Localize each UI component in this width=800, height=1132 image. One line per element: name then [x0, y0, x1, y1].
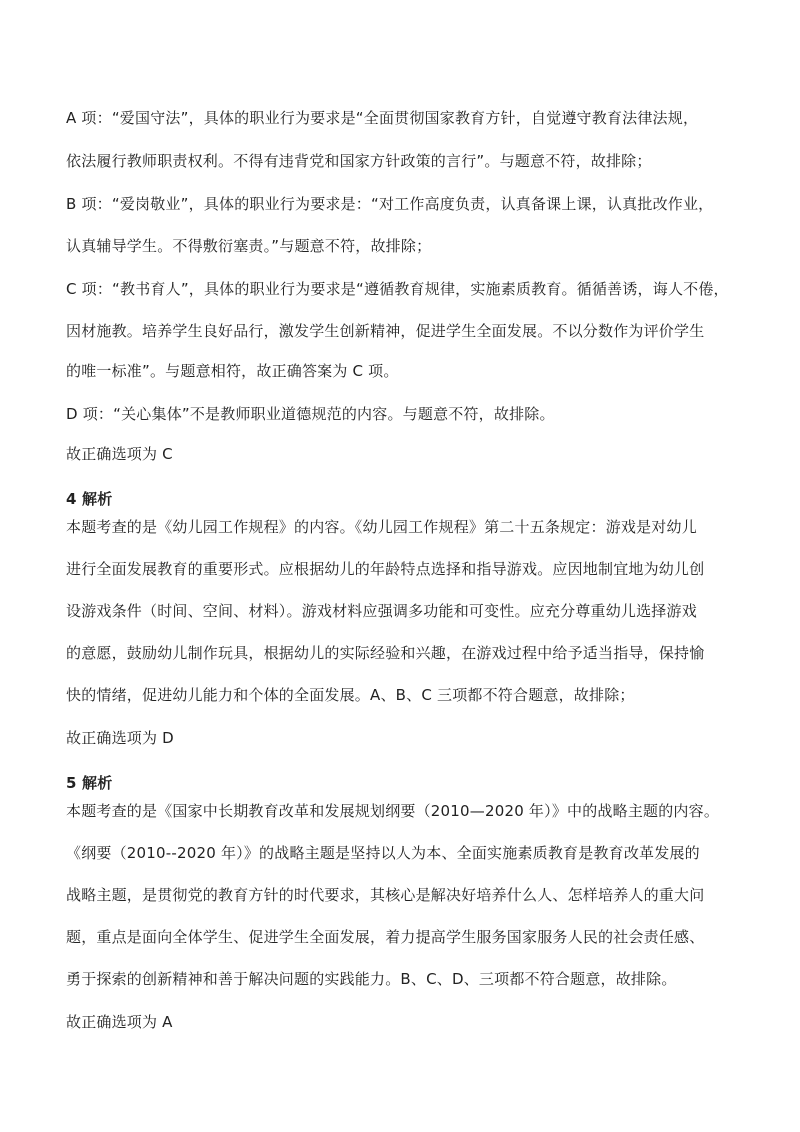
paragraph-line: 战略主题，是贯彻党的教育方针的时代要求，其核心是解决好培养什么人、怎样培养人的重大问: [66, 886, 705, 904]
paragraph-line: B 项：“爱岗敬业”，具体的职业行为要求是：“对工作高度负责，认真备课上课，认真批改作业，: [66, 195, 714, 213]
paragraph-line: 因材施教。培养学生良好品行，激发学生创新精神，促进学生全面发展。不以分数作为评价学生: [66, 322, 705, 340]
paragraph-line: 的唯一标准”。与题意相符，故正确答案为 C 项。: [66, 362, 399, 380]
paragraph-line: 勇于探索的创新精神和善于解决问题的实践能力。B、C、D、三项都不符合题意，故排除。: [66, 970, 677, 988]
paragraph-line: 设游戏条件（时间、空间、材料）。游戏材料应强调多功能和可变性。应充分尊重幼儿选择游戏: [66, 602, 697, 620]
answer-line: 故正确选项为 D: [66, 729, 174, 747]
section-heading: 4 解析: [66, 490, 113, 508]
paragraph-line: 的意愿，鼓励幼儿制作玩具，根据幼儿的实际经验和兴趣，在游戏过程中给予适当指导，保持愉: [66, 644, 705, 662]
paragraph-line: 快的情绪，促进幼儿能力和个体的全面发展。A、B、C 三项都不符合题意，故排除；: [66, 686, 635, 704]
paragraph-line: C 项：“教书育人”，具体的职业行为要求是“遵循教育规律，实施素质教育。循循善诱，诲人不倦，: [66, 280, 729, 298]
paragraph-line: 认真辅导学生。不得敷衍塞责。”与题意不符，故排除；: [66, 237, 432, 255]
paragraph-line: 依法履行教师职责权利。不得有违背党和国家方针政策的言行”。与题意不符，故排除；: [66, 152, 652, 170]
section-heading: 5 解析: [66, 774, 113, 792]
answer-line: 故正确选项为 C: [66, 445, 173, 463]
paragraph-line: D 项：“关心集体”不是教师职业道德规范的内容。与题意不符，故排除。: [66, 405, 555, 423]
paragraph-line: 题，重点是面向全体学生、促进学生全面发展，着力提高学生服务国家服务人民的社会责任感、: [66, 928, 705, 946]
paragraph-line: 本题考查的是《幼儿园工作规程》的内容。《幼儿园工作规程》第二十五条规定：游戏是对幼儿: [66, 518, 697, 536]
paragraph-line: 《纲要（2010--2020 年）》的战略主题是坚持以人为本、全面实施素质教育是教育改革发展的: [66, 844, 700, 862]
paragraph-line: 进行全面发展教育的重要形式。应根据幼儿的年龄特点选择和指导游戏。应因地制宜地为幼儿创: [66, 560, 705, 578]
answer-line: 故正确选项为 A: [66, 1013, 173, 1031]
paragraph-line: 本题考查的是《国家中长期教育改革和发展规划纲要（2010—2020 年）》中的战略主题的内容。: [66, 802, 720, 820]
paragraph-line: A 项：“爱国守法”，具体的职业行为要求是“全面贯彻国家教育方针，自觉遵守教育法律法规，: [66, 109, 699, 127]
